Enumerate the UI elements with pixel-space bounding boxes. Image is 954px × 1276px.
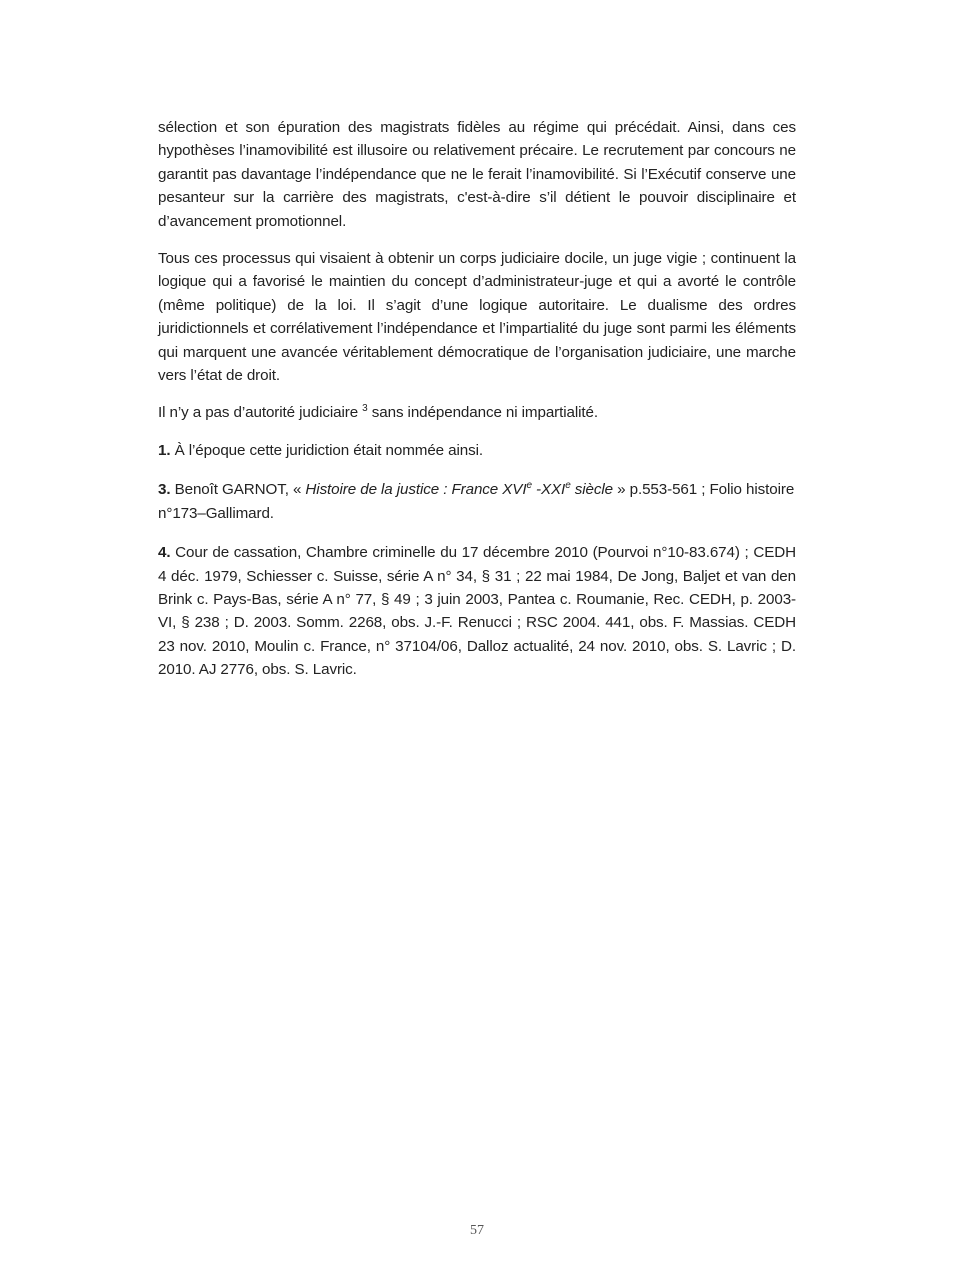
footnote-1 — [158, 439, 796, 462]
footnote-3-title-part-b: -XXI — [531, 481, 566, 499]
paragraph-3-text-before: Il n’y a pas d’autorité judiciaire — [158, 404, 363, 422]
footnote-reference-3: 3 — [362, 403, 368, 415]
footnote-4 — [158, 541, 796, 681]
paragraph-3-text-after: sans indépendance ni impartialité. — [367, 404, 599, 422]
footnote-3-text-after: » p.553-561 ; Folio histoire n°173–Gallimard. — [158, 481, 795, 522]
body-paragraph-1: sélection et son épuration des magistrats fidèles au régime qui précédait. Ainsi, dans ces hypothèses l’inamovibilité est illusoire ou relativement précaire. Le recrutement par concours ne garantit pas davantage l’indépendance que ne le ferait l’inamovibilité. Si l’Exécutif conserve une pesanteur sur la carrière des magistrats, c'est-à-dire s’il détient le pouvoir disciplinaire et d’avancement promotionnel. — [158, 119, 796, 230]
footnote-3-text-before: Benoît GARNOT, « — [170, 481, 306, 499]
page-number: 57 — [470, 1223, 484, 1238]
footnote-3 — [158, 478, 796, 525]
footnote-3-superscript-a: e — [526, 480, 532, 492]
footnote-3-title-part-a: Histoire de la justice : France XVI — [305, 481, 527, 499]
footnote-1-text: À l’époque cette juridiction était nommée ainsi. — [170, 441, 483, 459]
footnote-1-number: 1. — [158, 441, 171, 459]
document-page — [158, 116, 796, 698]
body-paragraph-3 — [158, 401, 796, 424]
footnote-4-number: 4. — [158, 544, 171, 562]
footnote-4-text: Cour de cassation, Chambre criminelle du 17 décembre 2010 (Pourvoi n°10-83.674) ; CEDH 4 déc. 1979, Schiesser c. Suisse, série A n° 34, § 31 ; 22 mai 1984, De Jong, Baljet et van den Brink c. Pays-Bas, série A n° 77, § 49 ; 3 juin 2003, Pantea c. Roumanie, Rec. CEDH, p. 2003-VI, § 238 ; D. 2003. Somm. 2268, obs. J.-F. Renucci ; RSC 2004. 441, obs. F. Massias. CEDH 23 nov. 2010, Moulin c. France, n° 37104/06, Dalloz actualité, 24 nov. 2010, obs. S. Lavric ; D. 2010. AJ 2776, obs. S. Lavric. — [158, 544, 796, 679]
body-paragraph-2: Tous ces processus qui visaient à obtenir un corps judiciaire docile, un juge vigie ; continuent la logique qui a favorisé le maintien du concept d’administrateur-juge et qui a avorté le contrôle (même politique) de la loi. Il s’agit d’une logique autoritaire. Le dualisme des ordres juridictionnels et corrélativement l’indépendance et l’impartialité du juge sont parmi les éléments qui marquent une avancée véritablement démocratique de l’organisation judiciaire, une marche vers l’état de droit. — [158, 250, 796, 385]
footnote-3-number: 3. — [158, 481, 171, 499]
footnote-3-superscript-b: e — [565, 480, 571, 492]
footnote-3-book-title — [305, 481, 613, 498]
footnote-3-title-part-c: siècle — [570, 481, 614, 499]
